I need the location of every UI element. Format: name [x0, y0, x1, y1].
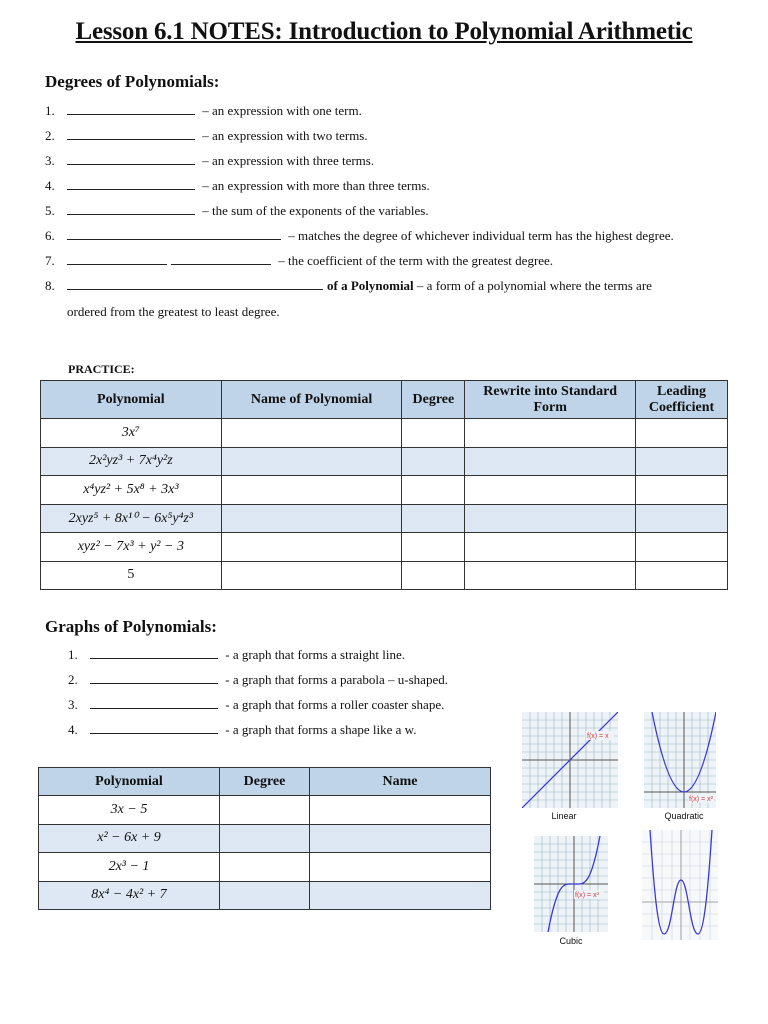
answer-cell[interactable] [221, 561, 402, 590]
linear-graph-image [522, 712, 618, 808]
answer-cell[interactable] [402, 561, 465, 590]
degrees-item-1 [45, 103, 362, 119]
answer-blank[interactable] [90, 650, 218, 659]
degrees-item-5 [45, 203, 429, 219]
graphs-table [38, 767, 491, 910]
graph-label: f(x) = x² [689, 796, 713, 803]
item-number: 2. [68, 672, 78, 687]
graphs-item-2 [68, 672, 448, 688]
column-header: Polynomial [39, 768, 220, 796]
table-row [39, 881, 491, 910]
degrees-item-7 [45, 253, 553, 269]
item-number: 3. [45, 153, 55, 168]
item-number: 4. [45, 178, 55, 193]
item-number: 8. [45, 278, 55, 293]
degrees-item-8 [45, 278, 652, 294]
quartic-graph-image [642, 830, 718, 940]
answer-blank[interactable] [67, 256, 167, 265]
polynomial-cell: 3x⁷ [41, 419, 222, 448]
table-row [41, 476, 728, 505]
answer-cell[interactable] [636, 476, 728, 505]
polynomial-cell: 3x − 5 [39, 796, 220, 825]
table-header-row [39, 768, 491, 796]
answer-cell[interactable] [636, 533, 728, 562]
quadratic-caption: Quadratic [664, 811, 704, 821]
item-bold-text: of a Polynomial [327, 278, 414, 293]
answer-cell[interactable] [636, 561, 728, 590]
graphs-heading: Graphs of Polynomials: [45, 617, 217, 636]
answer-blank[interactable] [67, 206, 195, 215]
answer-cell[interactable] [636, 419, 728, 448]
answer-blank[interactable] [171, 256, 271, 265]
graph-label: f(x) = x³ [575, 892, 599, 899]
item-number: 4. [68, 722, 78, 737]
answer-cell[interactable] [221, 533, 402, 562]
graphs-item-4 [68, 722, 416, 738]
page-title: Lesson 6.1 NOTES: Introduction to Polynomial Arithmetic [75, 18, 693, 45]
answer-cell[interactable] [310, 796, 491, 825]
answer-blank[interactable] [67, 181, 195, 190]
quadratic-graph-image [644, 712, 716, 808]
answer-blank[interactable] [90, 700, 218, 709]
graphs-item-1 [68, 647, 405, 663]
item-number: 6. [45, 228, 55, 243]
answer-blank[interactable] [67, 131, 195, 140]
graph-label: f(x) = x [587, 733, 609, 740]
linear-caption: Linear [551, 811, 577, 821]
item-text: - a graph that forms a straight line. [222, 647, 406, 662]
answer-cell[interactable] [221, 476, 402, 505]
table-header-row [41, 381, 728, 419]
table-row [39, 824, 491, 853]
answer-blank[interactable] [67, 281, 323, 290]
answer-blank[interactable] [67, 231, 281, 240]
answer-cell[interactable] [220, 853, 310, 882]
degrees-item-8-continued: ordered from the greatest to least degree. [67, 304, 280, 319]
table-row [41, 504, 728, 533]
answer-blank[interactable] [67, 106, 195, 115]
item-text: – an expression with more than three terms. [199, 178, 430, 193]
degrees-item-4 [45, 178, 430, 194]
item-number: 5. [45, 203, 55, 218]
item-number: 1. [68, 647, 78, 662]
polynomial-cell: xyz² − 7x³ + y² − 3 [41, 533, 222, 562]
polynomial-cell: 2x³ − 1 [39, 853, 220, 882]
polynomial-cell: 2x²yz³ + 7x⁴y²z [41, 447, 222, 476]
table-row [41, 447, 728, 476]
item-text: - a graph that forms a roller coaster shape. [222, 697, 445, 712]
item-text: – an expression with three terms. [199, 153, 375, 168]
answer-cell[interactable] [402, 504, 465, 533]
item-number: 2. [45, 128, 55, 143]
table-row [39, 796, 491, 825]
polynomial-cell: x² − 6x + 9 [39, 824, 220, 853]
item-text: – the coefficient of the term with the greatest degree. [275, 253, 554, 268]
answer-blank[interactable] [67, 156, 195, 165]
item-text: - a graph that forms a parabola – u-shaped. [222, 672, 448, 687]
item-text: – an expression with two terms. [199, 128, 368, 143]
answer-cell[interactable] [310, 881, 491, 910]
item-number: 7. [45, 253, 55, 268]
answer-cell[interactable] [220, 796, 310, 825]
table-row [41, 419, 728, 448]
answer-cell[interactable] [636, 447, 728, 476]
answer-cell[interactable] [465, 533, 636, 562]
answer-cell[interactable] [636, 504, 728, 533]
item-text: – the sum of the exponents of the variables. [199, 203, 429, 218]
answer-cell[interactable] [465, 447, 636, 476]
polynomial-cell: 5 [41, 561, 222, 590]
answer-blank[interactable] [90, 675, 218, 684]
polynomial-cell: x⁴yz² + 5x⁸ + 3x³ [41, 476, 222, 505]
cubic-graph-image [534, 836, 608, 932]
polynomial-cell: 8x⁴ − 4x² + 7 [39, 881, 220, 910]
column-header: Degree [402, 381, 465, 419]
degrees-item-6 [45, 228, 674, 244]
answer-cell[interactable] [402, 447, 465, 476]
answer-cell[interactable] [402, 419, 465, 448]
table-row [39, 853, 491, 882]
column-header: Degree [220, 768, 310, 796]
answer-cell[interactable] [310, 853, 491, 882]
item-text: – a form of a polynomial where the terms are [413, 278, 652, 293]
answer-cell[interactable] [465, 419, 636, 448]
practice-label: PRACTICE: [68, 362, 135, 376]
answer-cell[interactable] [221, 419, 402, 448]
table-row [41, 561, 728, 590]
degrees-heading: Degrees of Polynomials: [45, 72, 220, 91]
table-row [41, 533, 728, 562]
item-text: – matches the degree of whichever individual term has the highest degree. [285, 228, 674, 243]
item-text: – an expression with one term. [199, 103, 362, 118]
answer-cell[interactable] [220, 824, 310, 853]
degrees-item-2 [45, 128, 368, 144]
column-header: Leading Coefficient [636, 381, 728, 419]
column-header: Polynomial [41, 381, 222, 419]
column-header: Name of Polynomial [221, 381, 402, 419]
practice-table [40, 380, 728, 590]
graphs-item-3 [68, 697, 444, 713]
answer-cell[interactable] [220, 881, 310, 910]
item-text: - a graph that forms a shape like a w. [222, 722, 417, 737]
column-header: Name [310, 768, 491, 796]
answer-cell[interactable] [402, 476, 465, 505]
answer-cell[interactable] [221, 504, 402, 533]
answer-cell[interactable] [465, 476, 636, 505]
column-header: Rewrite into Standard Form [465, 381, 636, 419]
polynomial-cell: 2xyz⁵ + 8x¹⁰ − 6x⁵y⁴z³ [41, 504, 222, 533]
answer-cell[interactable] [221, 447, 402, 476]
cubic-caption: Cubic [559, 936, 583, 946]
answer-blank[interactable] [90, 725, 218, 734]
answer-cell[interactable] [402, 533, 465, 562]
item-number: 3. [68, 697, 78, 712]
answer-cell[interactable] [310, 824, 491, 853]
item-number: 1. [45, 103, 55, 118]
answer-cell[interactable] [465, 504, 636, 533]
degrees-item-3 [45, 153, 374, 169]
answer-cell[interactable] [465, 561, 636, 590]
